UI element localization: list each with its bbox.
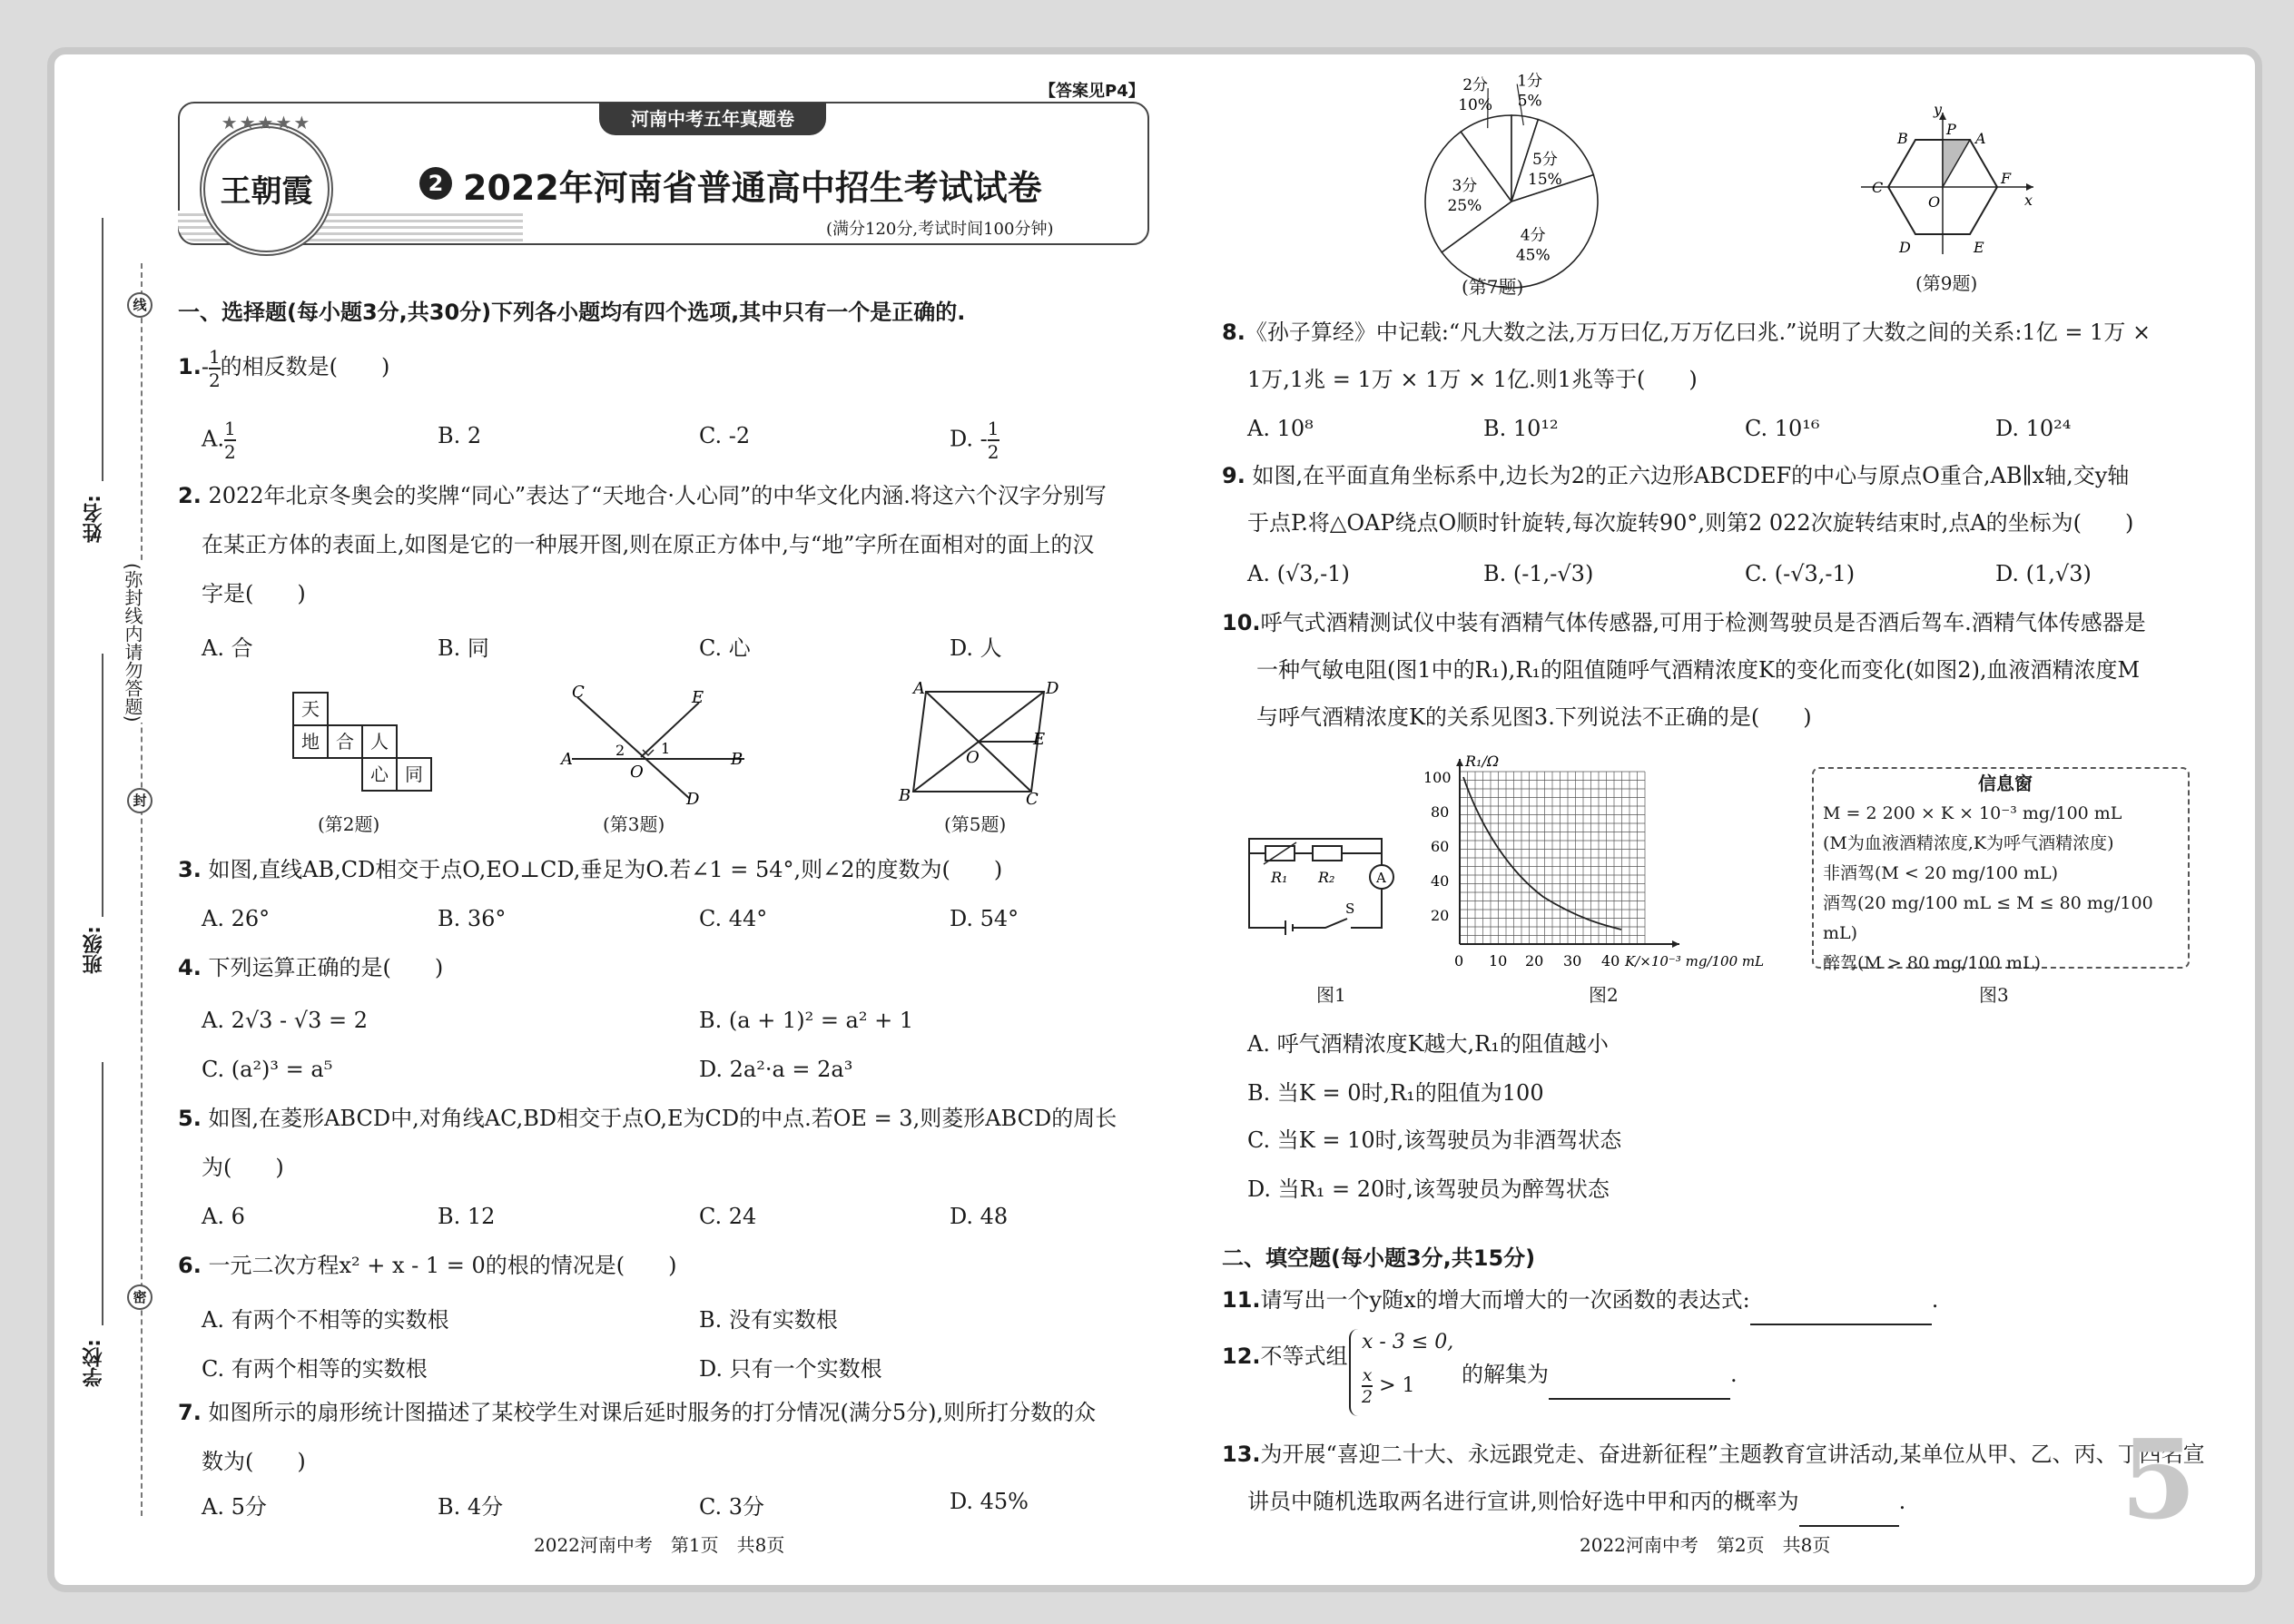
fig5-diagram bbox=[899, 679, 1062, 809]
q9-option-d[interactable]: D. (1,√3) bbox=[1995, 561, 2092, 586]
q2-option-b[interactable]: B. 同 bbox=[438, 635, 489, 661]
fig3-label: 1 bbox=[661, 740, 671, 757]
circuit-label: R₂ bbox=[1318, 869, 1335, 886]
pie-percent-label: 5% bbox=[1517, 92, 1542, 111]
fig9-label: A bbox=[1975, 130, 1986, 147]
fig3-label: O bbox=[630, 763, 644, 782]
q10-line-2: 一种气敏电阻(图1中的R₁),R₁的阻值随呼气酒精浓度K的变化而变化(如图2),血液酒精浓度M bbox=[1256, 657, 2141, 683]
page-mark: 5 bbox=[2121, 1416, 2197, 1544]
school-label: 学校: bbox=[83, 1339, 105, 1387]
graph-ytick: 20 bbox=[1431, 907, 1450, 924]
pie-percent-label: 45% bbox=[1515, 246, 1551, 265]
q8-option-c[interactable]: C. 10¹⁶ bbox=[1745, 416, 1820, 441]
fig3b-caption: 图3 bbox=[1979, 984, 2009, 1006]
fig9-label: E bbox=[1974, 239, 1984, 256]
q7-option-d[interactable]: D. 45% bbox=[950, 1489, 1029, 1514]
binding-warning: (弥封线内请勿答题) bbox=[120, 563, 146, 723]
fig9-label: P bbox=[1946, 121, 1956, 138]
q9-line-1: 9. 如图,在平面直角坐标系中,边长为2的正六边形ABCDEF的中心与原点O重合,AB∥x轴,交y轴 bbox=[1222, 463, 2130, 488]
q7-option-c[interactable]: C. 3分 bbox=[699, 1494, 765, 1520]
fig9-diagram bbox=[1852, 100, 2043, 263]
q12-ineq-2: $\frac{x}{2}$ > 1 bbox=[1362, 1365, 1415, 1407]
section-2-title: 二、填空题(每小题3分,共15分) bbox=[1222, 1245, 1536, 1271]
class-field[interactable] bbox=[102, 654, 103, 917]
circuit-diagram bbox=[1245, 835, 1409, 940]
exam-note: (满分120分,考试时间100分钟) bbox=[826, 220, 1054, 239]
graph-xlabel: K/×10⁻³ mg/100 mL bbox=[1625, 953, 1765, 969]
fig3-label: C bbox=[572, 683, 585, 702]
q2-option-a[interactable]: A. 合 bbox=[202, 635, 253, 661]
q1-option-d[interactable]: D. $-\frac{1}{2}$ bbox=[950, 418, 999, 463]
q11-answer-blank[interactable] bbox=[1750, 1276, 1932, 1325]
graph-xtick: 10 bbox=[1489, 952, 1508, 969]
q2-option-c[interactable]: C. 心 bbox=[699, 635, 751, 661]
q4-option-b[interactable]: B. (a + 1)² = a² + 1 bbox=[699, 1008, 914, 1033]
q7-line-1: 7. 如图所示的扇形统计图描述了某校学生对课后延时服务的打分情况(满分5分),则所打分数的众 bbox=[178, 1400, 1097, 1425]
ribbon: 河南中考五年真题卷 bbox=[599, 103, 826, 135]
net-cell: 地 bbox=[292, 724, 329, 759]
q5-option-d[interactable]: D. 48 bbox=[950, 1204, 1009, 1229]
q5-line-2: 为( ) bbox=[202, 1155, 284, 1180]
graph-ylabel: R₁/Ω bbox=[1465, 753, 1500, 770]
q5-option-b[interactable]: B. 12 bbox=[438, 1204, 496, 1229]
fig9-label: F bbox=[2001, 170, 2012, 187]
badge: 2 bbox=[419, 167, 452, 200]
fig2-caption: (第2题) bbox=[318, 813, 380, 835]
q9-line-2: 于点P.将△OAP绕点O顺时针旋转,每次旋转90°,则第2 022次旋转结束时,点A的坐标为( ) bbox=[1247, 510, 2134, 536]
net-cell: 合 bbox=[327, 724, 363, 759]
q9-option-c[interactable]: C. (-√3,-1) bbox=[1745, 561, 1856, 586]
binding-secret-label: 密 bbox=[127, 1284, 153, 1310]
graph-ytick: 80 bbox=[1431, 803, 1450, 821]
footer-right: 2022河南中考 第2页 共8页 bbox=[1580, 1534, 1831, 1556]
section-1-title: 一、选择题(每小题3分,共30分)下列各小题均有四个选项,其中只有一个是正确的. bbox=[178, 300, 966, 325]
fig1-caption: 图1 bbox=[1316, 984, 1346, 1006]
q12-answer-blank[interactable] bbox=[1549, 1351, 1730, 1400]
info-title: 信息窗 bbox=[1978, 773, 2033, 794]
graph-ytick: 100 bbox=[1423, 769, 1452, 786]
circuit-label: R₁ bbox=[1271, 869, 1288, 886]
logo-text: 王朝霞 bbox=[220, 173, 313, 210]
info-line: (M为血液酒精浓度,K为呼气酒精浓度) bbox=[1823, 833, 2114, 853]
q8-line-1: 8.《孙子算经》中记载:“凡大数之法,万万曰亿,万万亿曰兆.”说明了大数之间的关系:1亿 = 1万 × bbox=[1222, 320, 2151, 345]
fig5-label: A bbox=[913, 679, 925, 698]
fig9-label: y bbox=[1934, 101, 1943, 118]
fig5-label: D bbox=[1046, 679, 1059, 698]
q2-line-1: 2. 2022年北京冬奥会的奖牌“同心”表达了“天地合·人心同”的中华文化内涵.将这六个汉字分别写 bbox=[178, 483, 1107, 508]
pie-category-label: 5分 bbox=[1532, 151, 1558, 170]
q1-option-b[interactable]: B. 2 bbox=[438, 423, 482, 448]
q3: 3. 如图,直线AB,CD相交于点O,EO⊥CD,垂足为O.若∠1 = 54°,则∠2的度数为( ) bbox=[178, 857, 1003, 882]
fig9-label: B bbox=[1897, 130, 1908, 147]
fig3-caption: (第3题) bbox=[603, 813, 665, 835]
net-cell: 天 bbox=[292, 692, 329, 726]
graph-ytick: 40 bbox=[1431, 872, 1450, 890]
fig5-label: E bbox=[1033, 730, 1046, 749]
q2-line-2: 在某正方体的表面上,如图是它的一种展开图,则在原正方体中,与“地”字所在面相对的面上的汉 bbox=[202, 532, 1095, 557]
q12-tail: 的解集为 . bbox=[1462, 1351, 1738, 1400]
graph-ytick: 60 bbox=[1431, 838, 1450, 855]
q10-option-a[interactable]: A. 呼气酒精浓度K越大,R₁的阻值越小 bbox=[1247, 1031, 1609, 1057]
q13-answer-blank[interactable] bbox=[1799, 1478, 1899, 1527]
cube-net bbox=[292, 692, 428, 792]
fig7-caption: (第7题) bbox=[1462, 276, 1524, 298]
pie-percent-label: 15% bbox=[1528, 171, 1562, 190]
info-line: 非酒驾(M < 20 mg/100 mL) bbox=[1823, 863, 2059, 883]
fig5-label: C bbox=[1026, 790, 1039, 809]
net-cell: 心 bbox=[361, 757, 398, 792]
name-label: 姓名: bbox=[83, 495, 105, 543]
q10-option-c[interactable]: C. 当K = 10时,该驾驶员为非酒驾状态 bbox=[1247, 1127, 1622, 1153]
graph-xtick: 40 bbox=[1601, 952, 1620, 969]
q12: 12.不等式组 bbox=[1222, 1343, 1348, 1369]
resistance-graph bbox=[1407, 752, 1797, 977]
q9-option-a[interactable]: A. (√3,-1) bbox=[1247, 561, 1350, 586]
circuit-label: S bbox=[1345, 901, 1355, 917]
q6-option-a[interactable]: A. 有两个不相等的实数根 bbox=[202, 1307, 449, 1333]
binding-line-label: 线 bbox=[127, 292, 153, 318]
q4-option-d[interactable]: D. 2a²·a = 2a³ bbox=[699, 1057, 853, 1082]
pie-category-label: 3分 bbox=[1452, 176, 1478, 195]
graph-xtick: 30 bbox=[1563, 952, 1582, 969]
net-cell: 人 bbox=[361, 724, 398, 759]
fig3-label: B bbox=[731, 750, 743, 769]
info-window bbox=[1812, 767, 2190, 973]
fig3-label: D bbox=[686, 790, 700, 809]
info-line: 酒驾(20 mg/100 mL ≤ M ≤ 80 mg/100 mL) bbox=[1823, 893, 2153, 943]
q5-option-a[interactable]: A. 6 bbox=[202, 1204, 245, 1229]
fig9-label: O bbox=[1928, 193, 1941, 211]
q1: $1.-\frac{1}{2}$ 的相反数是( ) bbox=[178, 345, 390, 391]
q13-line-1: 13.为开展“喜迎二十大、永远跟党走、奋进新征程”主题教育宣讲活动,某单位从甲、乙、丙、丁四名宣 bbox=[1222, 1442, 2205, 1467]
q10-option-b[interactable]: B. 当K = 0时,R₁的阻值为100 bbox=[1247, 1080, 1544, 1106]
info-line: 醉驾(M > 80 mg/100 mL) bbox=[1823, 953, 2042, 973]
answer-reference: 【答案见P4】 bbox=[1039, 82, 1145, 101]
pie-category-label: 4分 bbox=[1520, 226, 1546, 245]
q13-line-2: 讲员中随机选取两名进行宣讲,则恰好选中甲和丙的概率为 . bbox=[1247, 1478, 1905, 1527]
q5-option-c[interactable]: C. 24 bbox=[699, 1204, 757, 1229]
binding-seal-label: 封 bbox=[127, 788, 153, 813]
pie-category-label: 1分 bbox=[1517, 72, 1543, 91]
binding-line bbox=[141, 263, 143, 1516]
q4: 4. 下列运算正确的是( ) bbox=[178, 955, 444, 980]
pie-percent-label: 25% bbox=[1447, 196, 1482, 215]
q6: 6. 一元二次方程x² + x - 1 = 0的根的情况是( ) bbox=[178, 1253, 677, 1278]
circuit-label: A bbox=[1376, 870, 1386, 886]
q2-option-d[interactable]: D. 人 bbox=[950, 635, 1002, 661]
page-title: 2022年河南省普通高中招生考试试卷 bbox=[463, 168, 1042, 208]
fig3-diagram bbox=[554, 681, 763, 808]
logo: ★★★★★ 王朝霞 bbox=[200, 123, 333, 256]
info-line: M = 2 200 × K × 10⁻³ mg/100 mL bbox=[1823, 803, 2122, 823]
q3-option-b[interactable]: B. 36° bbox=[438, 906, 507, 931]
q10-line-1: 10.呼气式酒精测试仪中装有酒精气体传感器,可用于检测驾驶员是否酒后驾车.酒精气体传感器是 bbox=[1222, 610, 2146, 635]
q1-option-c[interactable]: C. -2 bbox=[699, 423, 751, 448]
q1-option-a[interactable]: $A.\frac{1}{2}$ bbox=[202, 418, 236, 463]
q8-option-d[interactable]: D. 10²⁴ bbox=[1995, 416, 2072, 441]
fig9-label: C bbox=[1872, 179, 1884, 196]
q3-option-d[interactable]: D. 54° bbox=[950, 906, 1019, 931]
q4-option-c[interactable]: C. (a²)³ = a⁵ bbox=[202, 1057, 333, 1082]
pie-category-label: 2分 bbox=[1462, 76, 1489, 95]
q10-option-d[interactable]: D. 当R₁ = 20时,该驾驶员为醉驾状态 bbox=[1247, 1176, 1610, 1202]
q6-option-d[interactable]: D. 只有一个实数根 bbox=[699, 1356, 882, 1382]
school-field[interactable] bbox=[102, 1062, 103, 1325]
fig5-label: O bbox=[966, 748, 980, 767]
graph-xtick: 0 bbox=[1454, 952, 1464, 969]
class-label: 班级: bbox=[83, 926, 105, 974]
fig5-label: B bbox=[899, 786, 911, 805]
fig3-label: 2 bbox=[615, 742, 625, 759]
fig5-caption: (第5题) bbox=[944, 813, 1007, 835]
net-cell: 同 bbox=[396, 757, 432, 792]
q2-line-3: 字是( ) bbox=[202, 581, 306, 606]
q7-line-2: 数为( ) bbox=[202, 1449, 306, 1474]
q12-ineq-1: x - 3 ≤ 0, bbox=[1362, 1331, 1454, 1353]
q3-option-a[interactable]: A. 26° bbox=[202, 906, 271, 931]
name-field[interactable] bbox=[102, 218, 103, 481]
fig2b-caption: 图2 bbox=[1589, 984, 1619, 1006]
q10-line-3: 与呼气酒精浓度K的关系见图3.下列说法不正确的是( ) bbox=[1256, 704, 1812, 730]
q11: 11.请写出一个y随x的增大而增大的一次函数的表达式: . bbox=[1222, 1276, 1938, 1325]
q7-option-b[interactable]: B. 4分 bbox=[438, 1494, 504, 1520]
q6-option-b[interactable]: B. 没有实数根 bbox=[699, 1307, 838, 1333]
fig9-label: D bbox=[1899, 239, 1911, 256]
q9-option-b[interactable]: B. (-1,-√3) bbox=[1483, 561, 1594, 586]
q4-option-a[interactable]: A. 2√3 - √3 = 2 bbox=[202, 1008, 368, 1033]
q8-option-b[interactable]: B. 10¹² bbox=[1483, 416, 1559, 441]
q3-option-c[interactable]: C. 44° bbox=[699, 906, 768, 931]
q5-line-1: 5. 如图,在菱形ABCD中,对角线AC,BD相交于点O,E为CD的中点.若OE = 3,则菱形ABCD的周长 bbox=[178, 1106, 1117, 1131]
q8-option-a[interactable]: A. 10⁸ bbox=[1247, 416, 1314, 441]
q6-option-c[interactable]: C. 有两个相等的实数根 bbox=[202, 1356, 428, 1382]
q7-option-a[interactable]: A. 5分 bbox=[202, 1494, 267, 1520]
fig3-label: A bbox=[561, 750, 573, 769]
fig9-label: x bbox=[2024, 192, 2033, 209]
fig3-label: E bbox=[692, 688, 704, 707]
fig9-caption: (第9题) bbox=[1915, 272, 1978, 294]
footer-left: 2022河南中考 第1页 共8页 bbox=[534, 1534, 785, 1556]
graph-xtick: 20 bbox=[1525, 952, 1544, 969]
q8-line-2: 1万,1兆 = 1万 × 1万 × 1亿.则1兆等于( ) bbox=[1247, 367, 1698, 392]
pie-percent-label: 10% bbox=[1458, 96, 1493, 115]
